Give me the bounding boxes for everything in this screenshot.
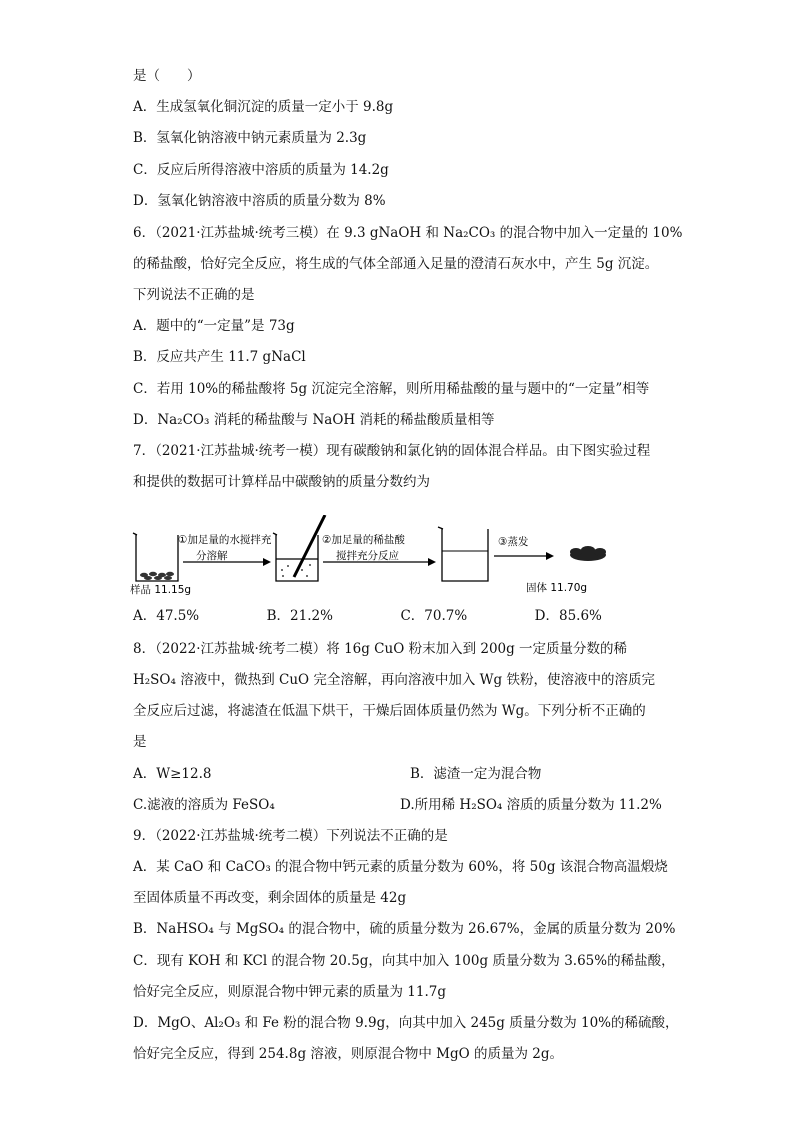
q9-option-b: B．NaHSO₄ 与 MgSO₄ 的混合物中，硫的质量分数为 26.67%，金属的质量分数为 20%: [133, 921, 676, 937]
q5-option-c: C．反应后所得溶液中溶质的质量为 14.2g: [133, 162, 389, 178]
q8-option-c: C.滤液的溶质为 FeSO₄: [133, 797, 275, 813]
q8-stem-1: 8．（2022·江苏盐城·统考二模）将 16g CuO 粉末加入到 200g 一定质量分数的稀: [133, 641, 628, 657]
q9-option-a-1: A．某 CaO 和 CaCO₃ 的混合物中钙元素的质量分数为 60%，将 50g 该混合物高温煅烧: [133, 859, 668, 875]
q6-stem-2: 的稀盐酸，恰好完全反应，将生成的气体全部通入足量的澄清石灰水中，产生 5g 沉淀。: [133, 256, 659, 272]
q6-option-b: B．反应共产生 11.7 gNaCl: [133, 349, 306, 365]
q8-option-b: B．滤渣一定为混合物: [410, 766, 542, 782]
q9-option-c-1: C．现有 KOH 和 KCl 的混合物 20.5g，向其中加入 100g 质量分数为 3.65%的稀盐酸，: [133, 953, 675, 969]
q9-stem: 9．（2022·江苏盐城·统考二模）下列说法不正确的是: [133, 828, 448, 844]
q7-options: A．47.5% B．21.2% C．70.7% D．85.6%: [133, 608, 602, 624]
step2-text-a: ②加足量的稀盐酸: [322, 534, 405, 546]
q5-option-b: B．氢氧化钠溶液中钠元素质量为 2.3g: [133, 130, 367, 146]
q9-option-a-2: 至固体质量不再改变，剩余固体的质量是 42g: [133, 890, 407, 906]
step2-text-b: 搅拌充分反应: [336, 550, 399, 562]
sample-label: 样品 11.15g: [130, 584, 192, 596]
q6-stem-1: 6．（2021·江苏盐城·统考三模）在 9.3 gNaOH 和 Na₂CO₃ 的混合物中加入一定量的 10%: [133, 225, 683, 241]
q8-stem-3: 全反应后过滤，将滤渣在低温下烘干，干燥后固体质量仍然为 Wg。下列分析不正确的: [133, 703, 646, 719]
q7-stem-2: 和提供的数据可计算样品中碳酸钠的质量分数约为: [133, 474, 430, 490]
solid-label: 固体 11.70g: [526, 582, 588, 594]
q5-option-d: D．氢氧化钠溶液中溶质的质量分数为 8%: [133, 193, 386, 209]
q8-stem-4: 是: [133, 734, 147, 750]
q6-stem-3: 下列说法不正确的是: [133, 287, 255, 303]
beaker-solution: [273, 515, 325, 581]
beaker-clear: [438, 527, 488, 581]
q7-stem-1: 7．（2021·江苏盐城·统考一模）现有碳酸钠和氯化钠的固体混合样品。由下图实验过程: [133, 443, 651, 459]
step1-text-a: ①加足量的水搅拌充: [178, 534, 272, 546]
step1-text-b: 分溶解: [196, 550, 228, 562]
experiment-diagram: [128, 515, 698, 597]
q8-stem-2: H₂SO₄ 溶液中，微热到 CuO 完全溶解，再向溶液中加入 Wg 铁粉，使溶液中的溶质完: [133, 672, 655, 688]
sample-particles: [140, 572, 174, 580]
q6-option-c: C．若用 10%的稀盐酸将 5g 沉淀完全溶解，则所用稀盐酸的量与题中的“一定量”相等: [133, 381, 650, 397]
q6-option-a: A．题中的“一定量”是 73g: [133, 318, 295, 334]
step3-text: ③蒸发: [498, 536, 529, 548]
q9-option-d-2: 恰好完全反应，得到 254.8g 溶液，则原混合物中 MgO 的质量为 2g。: [133, 1046, 564, 1062]
q8-option-a: A．W≥12.8: [133, 766, 212, 782]
solid-residue: [570, 546, 606, 561]
q9-option-c-2: 恰好完全反应，则原混合物中钾元素的质量为 11.7g: [133, 984, 446, 1000]
q5-stem-end: 是（ ）: [133, 68, 201, 84]
q5-option-a: A．生成氢氧化铜沉淀的质量一定小于 9.8g: [133, 99, 394, 115]
q6-option-d: D．Na₂CO₃ 消耗的稀盐酸与 NaOH 消耗的稀盐酸质量相等: [133, 412, 495, 428]
arrow-3: [494, 552, 554, 560]
q8-option-d: D.所用稀 H₂SO₄ 溶质的质量分数为 11.2%: [400, 797, 662, 813]
q9-option-d-1: D．MgO、Al₂O₃ 和 Fe 粉的混合物 9.9g，向其中加入 245g 质量分数为 10%的稀硫酸，: [133, 1015, 679, 1031]
